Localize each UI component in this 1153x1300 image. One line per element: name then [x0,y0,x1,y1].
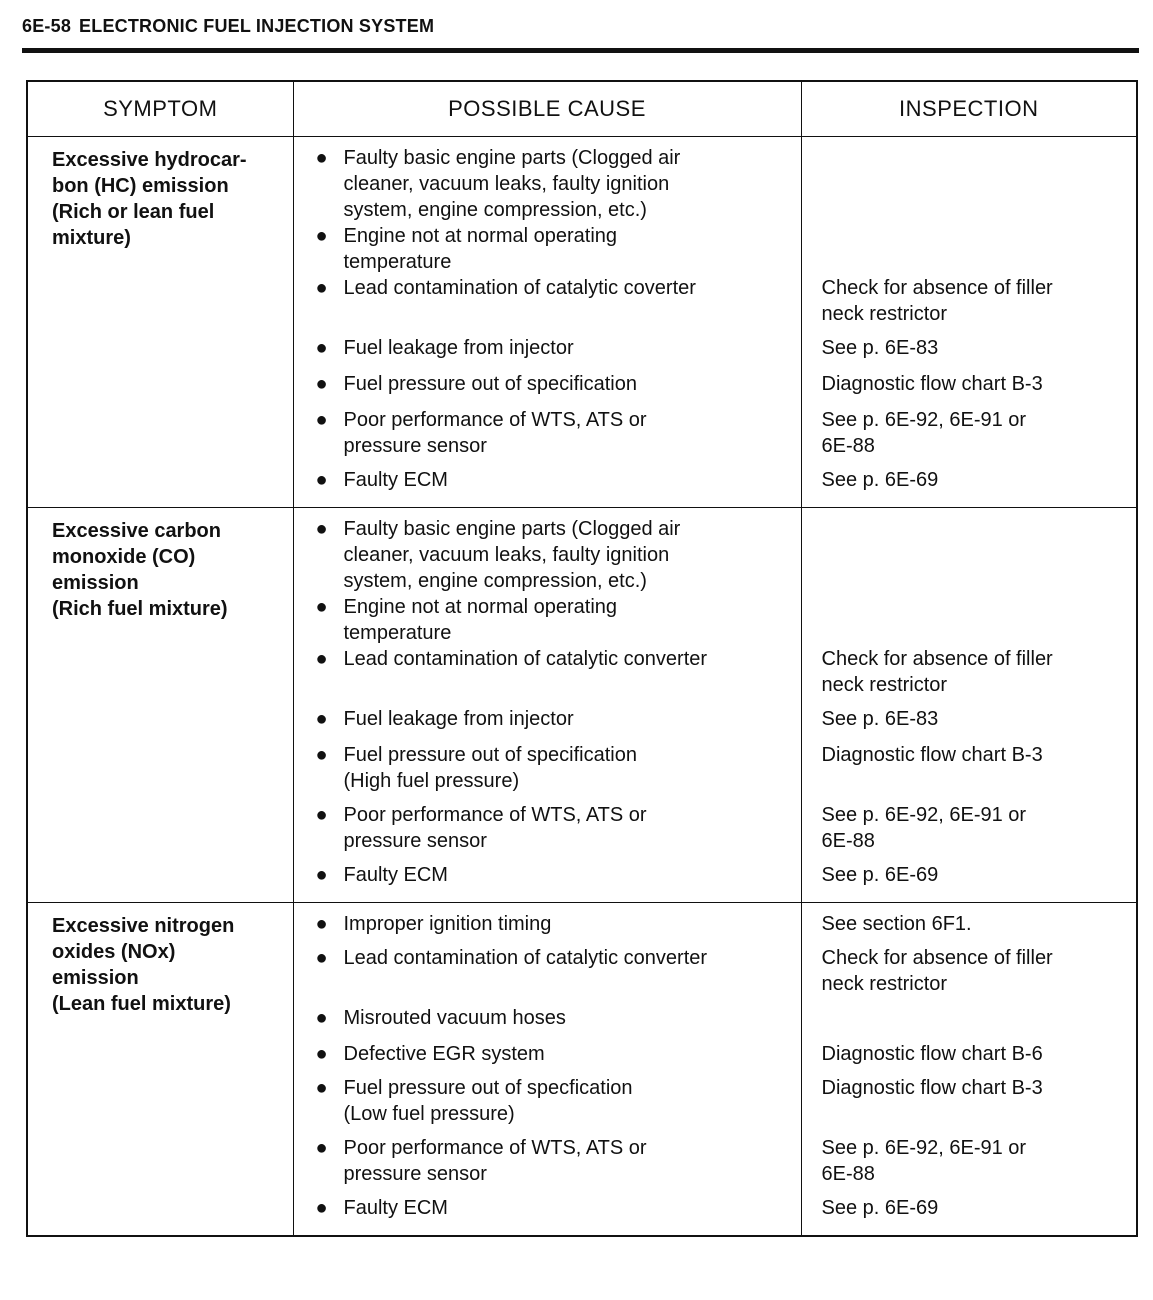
cause-text [344,1075,791,1127]
inspection-line: Diagnostic flow chart B-3 [821,373,1043,395]
cause-line: Lead contamination of catalytic converter [343,648,708,670]
symptom-line: Excessive carbon [52,520,221,542]
symptom-text [28,137,293,251]
inspection-line: See p. 6E-92, 6E-91 or [821,1137,1027,1159]
bullet-icon: ● [315,469,328,491]
cause-line: Poor performance of WTS, ATS or [343,1137,647,1159]
symptom-line: Excessive nitrogen [52,915,235,937]
inspection-cell [801,137,1137,508]
list-item [316,1075,791,1135]
column-header-possible-cause: POSSIBLE CAUSE [293,81,801,137]
inspection-line: Check for absence of filler [821,648,1053,670]
list-item [316,407,791,467]
inspection-text [822,945,1053,997]
inspection-item [822,1005,1127,1041]
list-item [316,1041,791,1075]
inspection-item [822,945,1127,1005]
list-item [316,371,791,407]
symptom-line: Excessive hydrocar- [52,149,247,171]
inspection-text [822,911,972,937]
inspection-item [822,335,1127,371]
bullet-icon: ● [315,1077,328,1099]
cause-line: pressure sensor [343,435,487,457]
inspection-text [822,371,1043,397]
cause-line: Faulty ECM [343,469,448,491]
bullet-icon: ● [315,1007,328,1029]
cause-line: Engine not at normal operating [343,225,618,247]
cause-line: pressure sensor [343,830,487,852]
symptom-line: oxides (NOx) [52,941,176,963]
inspection-list [802,903,1137,1235]
symptom-cell [27,137,293,508]
inspection-line: Diagnostic flow chart B-6 [821,1043,1043,1065]
cause-text [344,945,791,971]
bullet-icon: ● [315,744,328,766]
cause-text [344,911,791,937]
cause-text [344,407,791,459]
cause-text [344,1041,791,1067]
inspection-item [822,1075,1127,1135]
inspection-item [822,911,1127,945]
cause-text [344,1195,791,1221]
bullet-icon: ● [315,147,328,169]
table-row [27,137,1137,508]
inspection-list [802,137,1137,507]
inspection-text [822,706,939,732]
inspection-item [822,594,1127,646]
list-item [316,945,791,1005]
inspection-item [822,1195,1127,1229]
inspection-item [822,371,1127,407]
inspection-item [822,275,1127,335]
inspection-item [822,145,1127,223]
list-item [316,1135,791,1195]
table-header-row [27,81,1137,137]
header-rule [22,48,1139,53]
bullet-icon: ● [315,708,328,730]
symptom-line: bon (HC) emission [52,175,229,197]
bullet-icon: ● [315,648,328,670]
inspection-cell [801,903,1137,1237]
inspection-item [822,1135,1127,1195]
cause-text [344,1135,791,1187]
list-item [316,335,791,371]
inspection-text [822,1195,939,1221]
inspection-line: See p. 6E-92, 6E-91 or [821,804,1027,826]
inspection-item [822,742,1127,802]
cause-line: Lead contamination of catalytic converter [343,947,708,969]
inspection-line: Diagnostic flow chart B-3 [821,744,1043,766]
table-row [27,903,1137,1237]
inspection-item [822,467,1127,501]
list-item [316,275,791,335]
page-header [22,16,434,37]
inspection-item [822,646,1127,706]
column-header-symptom: SYMPTOM [27,81,293,137]
symptom-line: monoxide (CO) [52,546,196,568]
bullet-icon: ● [315,1137,328,1159]
cause-list [294,137,801,507]
inspection-line: Check for absence of filler [821,947,1053,969]
cause-text [344,802,791,854]
inspection-line: See p. 6E-69 [821,864,939,886]
page-number: 6E-58 [22,16,72,36]
cause-line: (High fuel pressure) [343,770,520,792]
inspection-line: See p. 6E-83 [821,337,939,359]
cause-line: Faulty ECM [343,864,448,886]
cause-line: Poor performance of WTS, ATS or [343,804,647,826]
symptom-line: emission [52,967,139,989]
inspection-text [822,1041,1043,1067]
cause-line: (Low fuel pressure) [343,1103,515,1125]
cause-text [344,516,791,594]
cause-list [294,903,801,1235]
cause-line: cleaner, vacuum leaks, faulty ignition [343,173,670,195]
bullet-icon: ● [315,947,328,969]
page-title: ELECTRONIC FUEL INJECTION SYSTEM [79,16,435,36]
inspection-text [822,467,939,493]
table-row [27,508,1137,903]
inspection-line: neck restrictor [821,973,948,995]
column-header-inspection: INSPECTION [801,81,1137,137]
list-item [316,706,791,742]
inspection-item [822,1041,1127,1075]
possible-cause-cell [293,508,801,903]
symptom-text [28,508,293,622]
list-item [316,646,791,706]
inspection-line: See p. 6E-69 [821,469,939,491]
symptom-line: (Rich or lean fuel [52,201,215,223]
inspection-line: Diagnostic flow chart B-3 [821,1077,1043,1099]
inspection-text [822,862,939,888]
list-item [316,1195,791,1229]
bullet-icon: ● [315,277,328,299]
inspection-line: neck restrictor [821,674,948,696]
bullet-icon: ● [315,1197,328,1219]
table-body [27,137,1137,1237]
symptom-cell [27,508,293,903]
inspection-list [802,508,1137,902]
cause-text [344,275,791,301]
cause-line: Fuel leakage from injector [343,708,574,730]
symptom-line: (Lean fuel mixture) [52,993,231,1015]
list-item [316,145,791,223]
inspection-text [822,407,1027,459]
cause-line: system, engine compression, etc.) [343,570,647,592]
cause-line: Fuel pressure out of specfication [343,1077,633,1099]
cause-line: Engine not at normal operating [343,596,618,618]
inspection-item [822,223,1127,275]
symptom-text [28,903,293,1017]
possible-cause-cell [293,903,801,1237]
bullet-icon: ● [315,373,328,395]
bullet-icon: ● [315,804,328,826]
inspection-line: 6E-88 [821,1163,875,1185]
list-item [316,467,791,501]
inspection-line: See p. 6E-92, 6E-91 or [821,409,1027,431]
list-item [316,516,791,594]
bullet-icon: ● [315,864,328,886]
inspection-line: neck restrictor [821,303,948,325]
inspection-item [822,706,1127,742]
cause-line: Faulty basic engine parts (Clogged air [343,147,681,169]
cause-text [344,706,791,732]
bullet-icon: ● [315,518,328,540]
cause-text [344,223,791,275]
bullet-icon: ● [315,1043,328,1065]
cause-line: Misrouted vacuum hoses [343,1007,566,1029]
cause-line: Faulty ECM [343,1197,448,1219]
symptom-line: emission [52,572,139,594]
inspection-text [822,646,1053,698]
inspection-line: See p. 6E-83 [821,708,939,730]
bullet-icon: ● [315,337,328,359]
cause-line: system, engine compression, etc.) [343,199,647,221]
inspection-text [822,742,1043,768]
list-item [316,223,791,275]
inspection-text [822,1075,1043,1101]
inspection-item [822,516,1127,594]
cause-text [344,371,791,397]
cause-line: Fuel pressure out of specification [343,373,637,395]
cause-line: Improper ignition timing [343,913,552,935]
inspection-cell [801,508,1137,903]
list-item [316,862,791,896]
symptom-cell [27,903,293,1237]
bullet-icon: ● [315,225,328,247]
list-item [316,742,791,802]
inspection-item [822,862,1127,896]
cause-text [344,1005,791,1031]
bullet-icon: ● [315,913,328,935]
cause-line: Fuel leakage from injector [343,337,574,359]
cause-line: Faulty basic engine parts (Clogged air [343,518,681,540]
inspection-text [822,335,939,361]
bullet-icon: ● [315,409,328,431]
list-item [316,802,791,862]
troubleshooting-table [26,80,1138,1237]
list-item [316,1005,791,1041]
cause-line: cleaner, vacuum leaks, faulty ignition [343,544,670,566]
list-item [316,911,791,945]
inspection-line: 6E-88 [821,435,875,457]
cause-line: Fuel pressure out of specification [343,744,637,766]
cause-line: pressure sensor [343,1163,487,1185]
cause-text [344,335,791,361]
cause-text [344,646,791,672]
cause-text [344,467,791,493]
cause-line: Poor performance of WTS, ATS or [343,409,647,431]
possible-cause-cell [293,137,801,508]
cause-line: Defective EGR system [343,1043,545,1065]
inspection-item [822,802,1127,862]
cause-line: temperature [343,251,452,273]
cause-text [344,145,791,223]
inspection-text [822,1135,1027,1187]
inspection-text [822,802,1027,854]
inspection-line: See p. 6E-69 [821,1197,939,1219]
inspection-item [822,407,1127,467]
bullet-icon: ● [315,596,328,618]
cause-text [344,594,791,646]
cause-text [344,862,791,888]
inspection-line: Check for absence of filler [821,277,1053,299]
cause-text [344,742,791,794]
inspection-line: See section 6F1. [821,913,972,935]
inspection-line: 6E-88 [821,830,875,852]
symptom-line: (Rich fuel mixture) [52,598,228,620]
inspection-text [822,275,1053,327]
cause-line: Lead contamination of catalytic coverter [343,277,696,299]
symptom-line: mixture) [52,227,131,249]
list-item [316,594,791,646]
cause-line: temperature [343,622,452,644]
cause-list [294,508,801,902]
